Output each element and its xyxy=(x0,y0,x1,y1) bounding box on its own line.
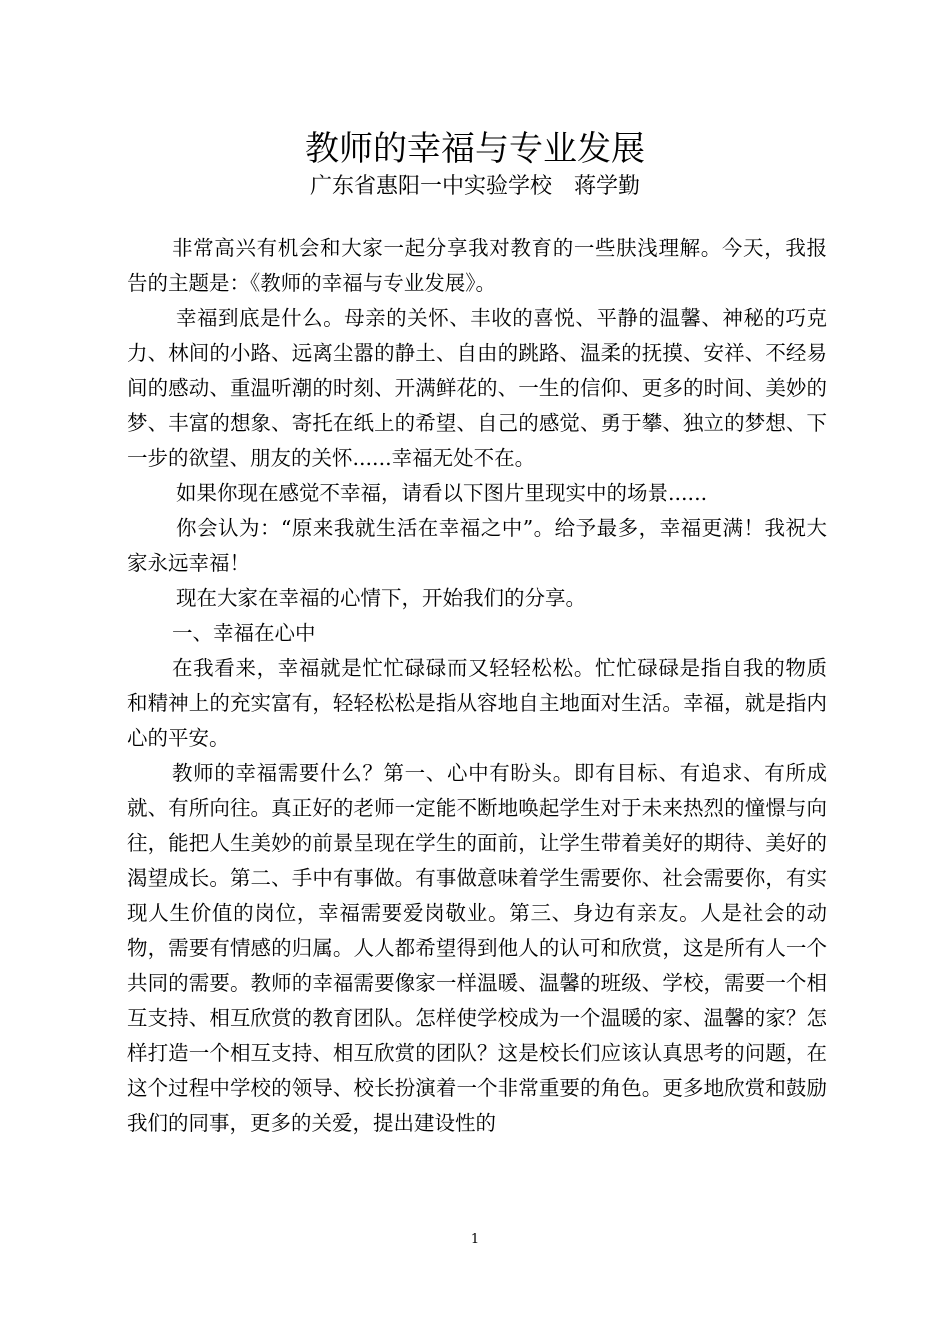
paragraph-definition: 在我看来，幸福就是忙忙碌碌而又轻轻松松。忙忙碌碌是指自我的物质和精神上的充实富有，轻轻松松是指从容地自主地面对生活。幸福，就是指内心的平安。 xyxy=(127,656,827,750)
page-number: 1 xyxy=(470,1232,480,1247)
paragraph-intro: 非常高兴有机会和大家一起分享我对教育的一些肤浅理解。今天，我报告的主题是：《教师的幸福与专业发展》。 xyxy=(127,236,827,295)
paragraph-happiness-list: 幸福到底是什么。母亲的关怀、丰收的喜悦、平静的温馨、神秘的巧克力、林间的小路、远离尘嚣的静土、自由的跳路、温柔的抚摸、安祥、不经易间的感动、重温听潮的时刻、开满鲜花的、一生的信仰、更多的时间、美妙的梦、丰富的想象、寄托在纸上的希望、自己的感觉、勇于攀、独立的梦想、下一步的欲望、朋友的关怀......幸福无处不在。 xyxy=(127,306,827,470)
paragraph-start-sharing: 现在大家在幸福的心情下，开始我们的分享。 xyxy=(176,586,586,610)
paragraph-wish: 你会认为：“原来我就生活在幸福之中”。给予最多，幸福更满！我祝大家永远幸福！ xyxy=(127,516,827,575)
section-heading-1: 一、幸福在心中 xyxy=(172,621,316,645)
paragraph-pictures: 如果你现在感觉不幸福，请看以下图片里现实中的场景...... xyxy=(176,481,708,505)
paragraph-teacher-needs: 教师的幸福需要什么？第一、心中有盼头。即有目标、有追求、有所成就、有所向往。真正好的老师一定能不断地唤起学生对于未来热烈的憧憬与向往，能把人生美妙的前景呈现在学生的面前，让学生带着美好的期待、美好的渴望成长。第二、手中有事做。有事做意味着学生需要你、社会需要你，有实现人生价值的岗位，幸福需要爱岗敬业。第三、身边有亲友。人是社会的动物，需要有情感的归属。人人都希望得到他人的认可和欣赏，这是所有人一个共同的需要。教师的幸福需要像家一样温暖、温馨的班级、学校，需要一个相互支持、相互欣赏的教育团队。怎样使学校成为一个温暖的家、温馨的家？怎样打造一个相互支持、相互欣赏的团队？这是校长们应该认真思考的问题，在这个过程中学校的领导、校长扮演着一个非常重要的角色。更多地欣赏和鼓励我们的同事，更多的关爱，提出建设性的 xyxy=(127,761,827,1135)
document-title: 教师的幸福与专业发展 xyxy=(305,129,645,169)
document-body xyxy=(127,231,827,1141)
document-subtitle: 广东省惠阳一中实验学校 蒋学勤 xyxy=(309,174,640,199)
